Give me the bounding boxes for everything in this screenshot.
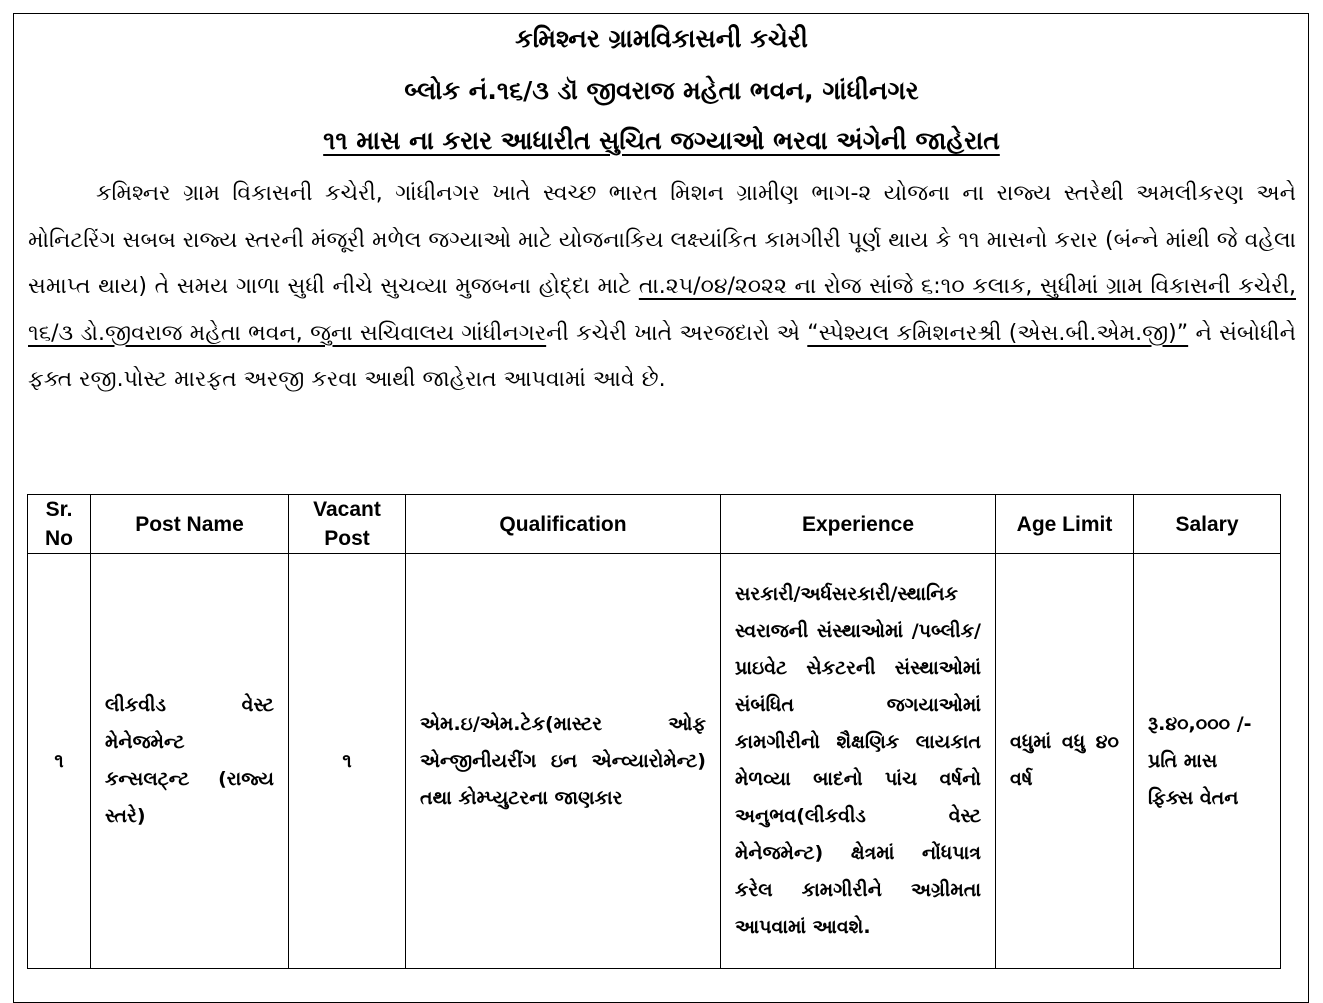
notice-paragraph <box>28 171 1296 404</box>
office-name: કમિશ્નર ગ્રામવિકાસની કચેરી <box>515 24 808 53</box>
cell-experience: સરકારી/અર્ધસરકારી/સ્થાનિક સ્વરાજની સંસ્થાઓમાં /પબ્લીક/પ્રાઇવેટ સેકટરની સંસ્થાઓમાં સંબંધિત જગયાઓમાં કામગીરીનો શૈક્ષણિક લાયકાત મેળવ્યા બાદનો પાંચ વર્ષનો અનુભવ(લીકવીડ વેસ્ટ મેનેજમેન્ટ) ક્ષેત્રમાં નોંધપાત્ર કરેલ કામગીરીને અગ્રીમતા આપવામાં આવશે. <box>721 554 996 969</box>
header-experience: Experience <box>721 495 996 554</box>
cell-post-name: લીકવીડ વેસ્ટ મેનેજમેન્ટ કન્સલટ્ન્ટ (રાજ્ય સ્તરે) <box>91 554 289 969</box>
cell-vacant-post: ૧ <box>289 554 406 969</box>
cell-sr-no: ૧ <box>28 554 91 969</box>
table-header-row <box>28 495 1281 554</box>
deadline-text: તા.૨૫/૦૪/૨૦૨૨ ના રોજ સાંજે ૬:૧૦ કલાક, સુધીમાં ગ્રામ વિકાસની કચેરી, ૧૬/૩ ડો.જીવરાજ મહેતા ભવન, જુના સચિવાલય ગાંધીનગર <box>28 274 1297 346</box>
cell-age-limit: વધુમાં વધુ ૪૦ વર્ષ <box>996 554 1134 969</box>
posts-table <box>27 494 1281 969</box>
addressee-text: “સ્પેશ્યલ કમિશનરશ્રી (એસ.બી.એમ.જી)” <box>807 320 1189 346</box>
header-post-name: Post Name <box>91 495 289 554</box>
table-row <box>28 554 1281 969</box>
header-age-limit: Age Limit <box>996 495 1134 554</box>
office-address: બ્લોક નં.૧૬/૩ ડૉ જીવરાજ મહેતા ભવન, ગાંધીનગર <box>404 76 919 105</box>
mid-text: ની કચેરી ખાતે અરજદારો એ <box>546 320 808 346</box>
header-qualification: Qualification <box>406 495 721 554</box>
notice-title: ૧૧ માસ ના કરાર આધારીત સુચિત જગ્યાઓ ભરવા અંગેની જાહેરાત <box>323 126 1000 155</box>
cell-qualification: એમ.ઇ/એમ.ટેક(માસ્ટર ઓફ એન્જીનીયરીંગ ઇન એન્વ્યારોમેન્ટ) તથા કોમ્પ્યુટરના જાણકાર <box>406 554 721 969</box>
closing-text: ને સંબોધીને ફક્ત રજી.પોસ્ટ મારફત અરજી કરવા આથી જાહેરાત આપવામાં આવે છે. <box>28 320 1296 392</box>
header-vacant-post: Vacant Post <box>289 495 406 554</box>
cell-salary: રૂ.૪૦,૦૦૦ /-પ્રતિ માસ ફિક્સ વેતન <box>1134 554 1281 969</box>
intro-text: કમિશ્નર ગ્રામ વિકાસની કચેરી, ગાંધીનગર ખાતે સ્વચ્છ ભારત મિશન ગ્રામીણ ભાગ-૨ યોજના ના રાજ્ય સ્તરેથી અમલીકરણ અને મોનિટરિંગ સબબ રાજ્ય સ્તરની મંજૂરી મળેલ જગ્યાઓ માટે યોજનાકિય લક્ષ્યાંકિત કામગીરી પૂર્ણ થાય કે ૧૧ માસનો કરાર (બંન્ને માંથી જે વહેલા સમાપ્ત થાય) તે સમય ગાળા સુધી નીચે સુચવ્યા મુજબના હોદ્દા માટે <box>28 181 1296 299</box>
header-sr-no: Sr. No <box>28 495 91 554</box>
header-salary: Salary <box>1134 495 1281 554</box>
